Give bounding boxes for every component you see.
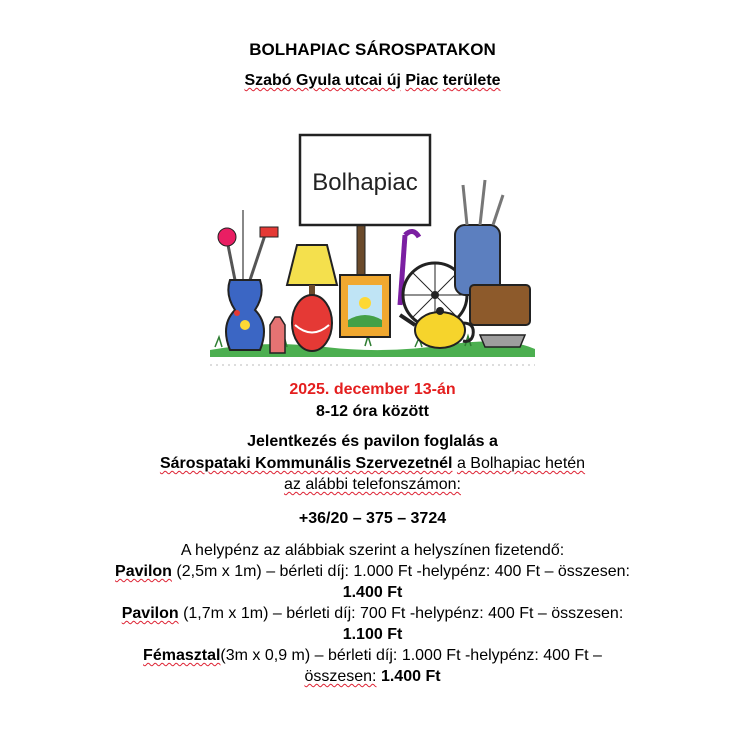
bolhapiac-sign bbox=[300, 135, 430, 225]
location-subtitle bbox=[0, 72, 745, 90]
golf-bag bbox=[455, 180, 503, 295]
fees-intro: A helypénz az alábbiak szerint a helyszínen fizetendő: bbox=[180, 542, 565, 559]
fee-item-3-total: 1.400 Ft bbox=[380, 668, 441, 685]
location-part3: területe bbox=[442, 72, 501, 89]
fee-item-1-total: 1.400 Ft bbox=[342, 584, 403, 601]
picture-frame bbox=[340, 275, 390, 337]
organization-tail: a Bolhapiac hetén bbox=[456, 455, 586, 472]
fee-item-2-desc: (1,7m x 1m) – bérleti díj: 700 Ft -helypénz: 400 Ft – összesen: bbox=[178, 605, 624, 622]
event-date: 2025. december 13-án bbox=[289, 381, 456, 398]
fee-item-1 bbox=[0, 563, 745, 581]
event-time: 8-12 óra között bbox=[316, 403, 429, 420]
contact-line1: Jelentkezés és pavilon foglalás a bbox=[247, 433, 498, 450]
contact-line3: az alábbi telefonszámon: bbox=[284, 476, 461, 493]
blue-vase bbox=[218, 210, 278, 350]
fee-item-2-total: 1.100 Ft bbox=[342, 626, 403, 643]
fee-item-3-name: Fémasztal bbox=[143, 647, 221, 664]
fee-item-2-name: Pavilon bbox=[121, 605, 179, 622]
flea-market-illustration bbox=[205, 125, 540, 370]
sign-label: Bolhapiac bbox=[312, 169, 418, 196]
location-part1: Szabó Gyula utcai új bbox=[244, 72, 401, 89]
contact-line2 bbox=[0, 455, 745, 473]
fee-item-1-name: Pavilon bbox=[115, 563, 172, 580]
fee-item-3 bbox=[0, 647, 745, 665]
fee-item-1-desc: (2,5m x 1m) – bérleti díj: 1.000 Ft -helypénz: 400 Ft – összesen: bbox=[171, 563, 630, 580]
document-title: BOLHAPIAC SÁROSPATAKON bbox=[249, 40, 496, 59]
phone-number: +36/20 – 375 – 3724 bbox=[298, 510, 447, 527]
fee-item-3-tail: összesen: bbox=[304, 668, 377, 685]
table-lamp bbox=[287, 245, 337, 351]
fee-item-3-total-line bbox=[0, 668, 745, 686]
location-part2: Piac bbox=[405, 72, 439, 89]
fee-item-3-desc: (3m x 0,9 m) – bérleti díj: 1.000 Ft -helypénz: 400 Ft – bbox=[220, 647, 602, 664]
fee-item-2 bbox=[0, 605, 745, 623]
organization-name: Sárospataki Kommunális Szervezetnél bbox=[159, 455, 453, 472]
